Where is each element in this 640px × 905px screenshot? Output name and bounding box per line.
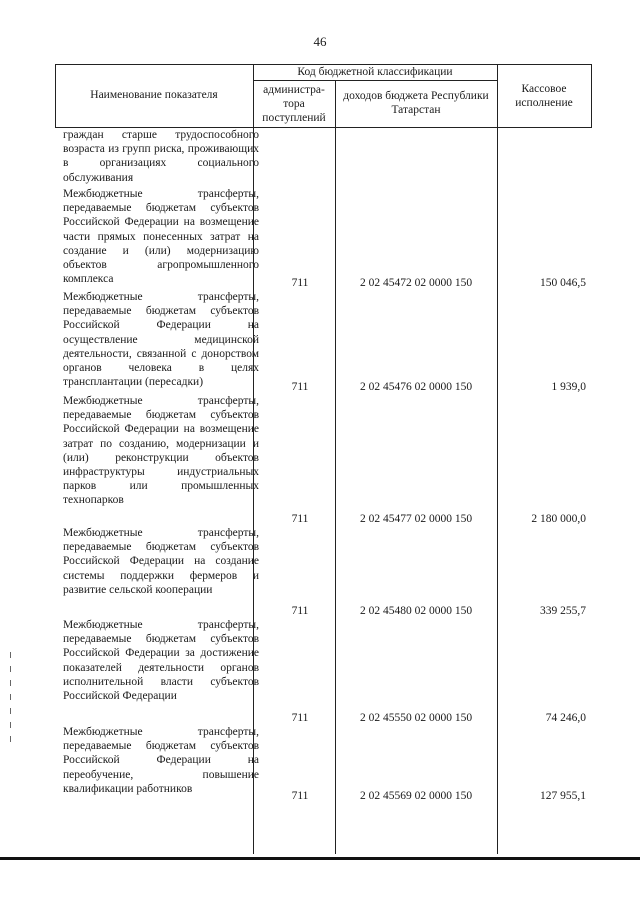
row-revenue-code: 2 02 45472 02 0000 150 — [359, 276, 473, 289]
table-body — [55, 128, 592, 803]
subheader-divider — [253, 80, 497, 81]
row-name: граждан старше трудоспособного возраста из групп риска, проживающих в организациях социального обслуживания — [63, 129, 259, 184]
row-admin-code: 711 — [291, 276, 309, 289]
table-row — [55, 725, 592, 803]
table-right-border — [591, 64, 592, 128]
scan-bottom-band — [0, 857, 640, 860]
table-row — [55, 128, 592, 187]
table-row — [55, 618, 592, 725]
row-name: Межбюджетные трансферты, передаваемые бюджетам субъектов Российской Федерации на переобучение, повышение квалификации работников — [63, 726, 259, 795]
table-row — [55, 187, 592, 290]
row-revenue-code: 2 02 45480 02 0000 150 — [359, 604, 473, 617]
row-amount: 74 246,0 — [545, 711, 586, 724]
table-row — [55, 394, 592, 526]
scan-margin-marks — [10, 652, 11, 748]
row-amount: 1 939,0 — [551, 380, 586, 393]
header-amount-col: Кассовое исполнение — [515, 83, 573, 109]
row-amount: 339 255,7 — [540, 604, 586, 617]
header-revenue-col: доходов бюджета Республики Татарстан — [343, 90, 489, 116]
row-name: Межбюджетные трансферты, передаваемые бюджетам субъектов Российской Федерации за достижение показателей деятельности органов исполнительной власти субъектов Российской Федерации — [63, 619, 259, 703]
row-amount: 150 046,5 — [540, 276, 586, 289]
row-amount: 2 180 000,0 — [531, 512, 586, 525]
header-group-title: Код бюджетной классификации — [297, 66, 453, 78]
row-name: Межбюджетные трансферты, передаваемые бюджетам субъектов Российской Федерации на осуществление медицинской деятельности, связанной с донорством органов человека в целях трансплантации (пересадки) — [63, 291, 259, 389]
table-row — [55, 290, 592, 394]
row-name: Межбюджетные трансферты, передаваемые бюджетам субъектов Российской Федерации на возмещение затрат по созданию, модернизации и (или) реконструкции объектов инфраструктуры индустриальных парков или промышленных технопарков — [63, 395, 259, 507]
row-name: Межбюджетные трансферты, передаваемые бюджетам субъектов Российской Федерации на создание системы поддержки фермеров и развитие сельской кооперации — [63, 527, 259, 596]
row-revenue-code: 2 02 45550 02 0000 150 — [359, 711, 473, 724]
row-amount: 127 955,1 — [540, 789, 586, 802]
row-admin-code: 711 — [291, 711, 309, 724]
row-revenue-code: 2 02 45477 02 0000 150 — [359, 512, 473, 525]
header-admin-col: администра-тора поступлений — [262, 84, 326, 124]
table-row — [55, 526, 592, 618]
page-number: 46 — [313, 34, 327, 49]
row-admin-code: 711 — [291, 380, 309, 393]
row-admin-code: 711 — [291, 512, 309, 525]
row-admin-code: 711 — [291, 604, 309, 617]
row-admin-code: 711 — [291, 789, 309, 802]
header-name-col: Наименование показателя — [90, 89, 218, 101]
row-name: Межбюджетные трансферты, передаваемые бюджетам субъектов Российской Федерации на возмещение части прямых понесенных затрат на создание и (или) модернизацию объектов агропромышленного комплекса — [63, 188, 259, 286]
row-revenue-code: 2 02 45569 02 0000 150 — [359, 789, 473, 802]
row-revenue-code: 2 02 45476 02 0000 150 — [359, 380, 473, 393]
